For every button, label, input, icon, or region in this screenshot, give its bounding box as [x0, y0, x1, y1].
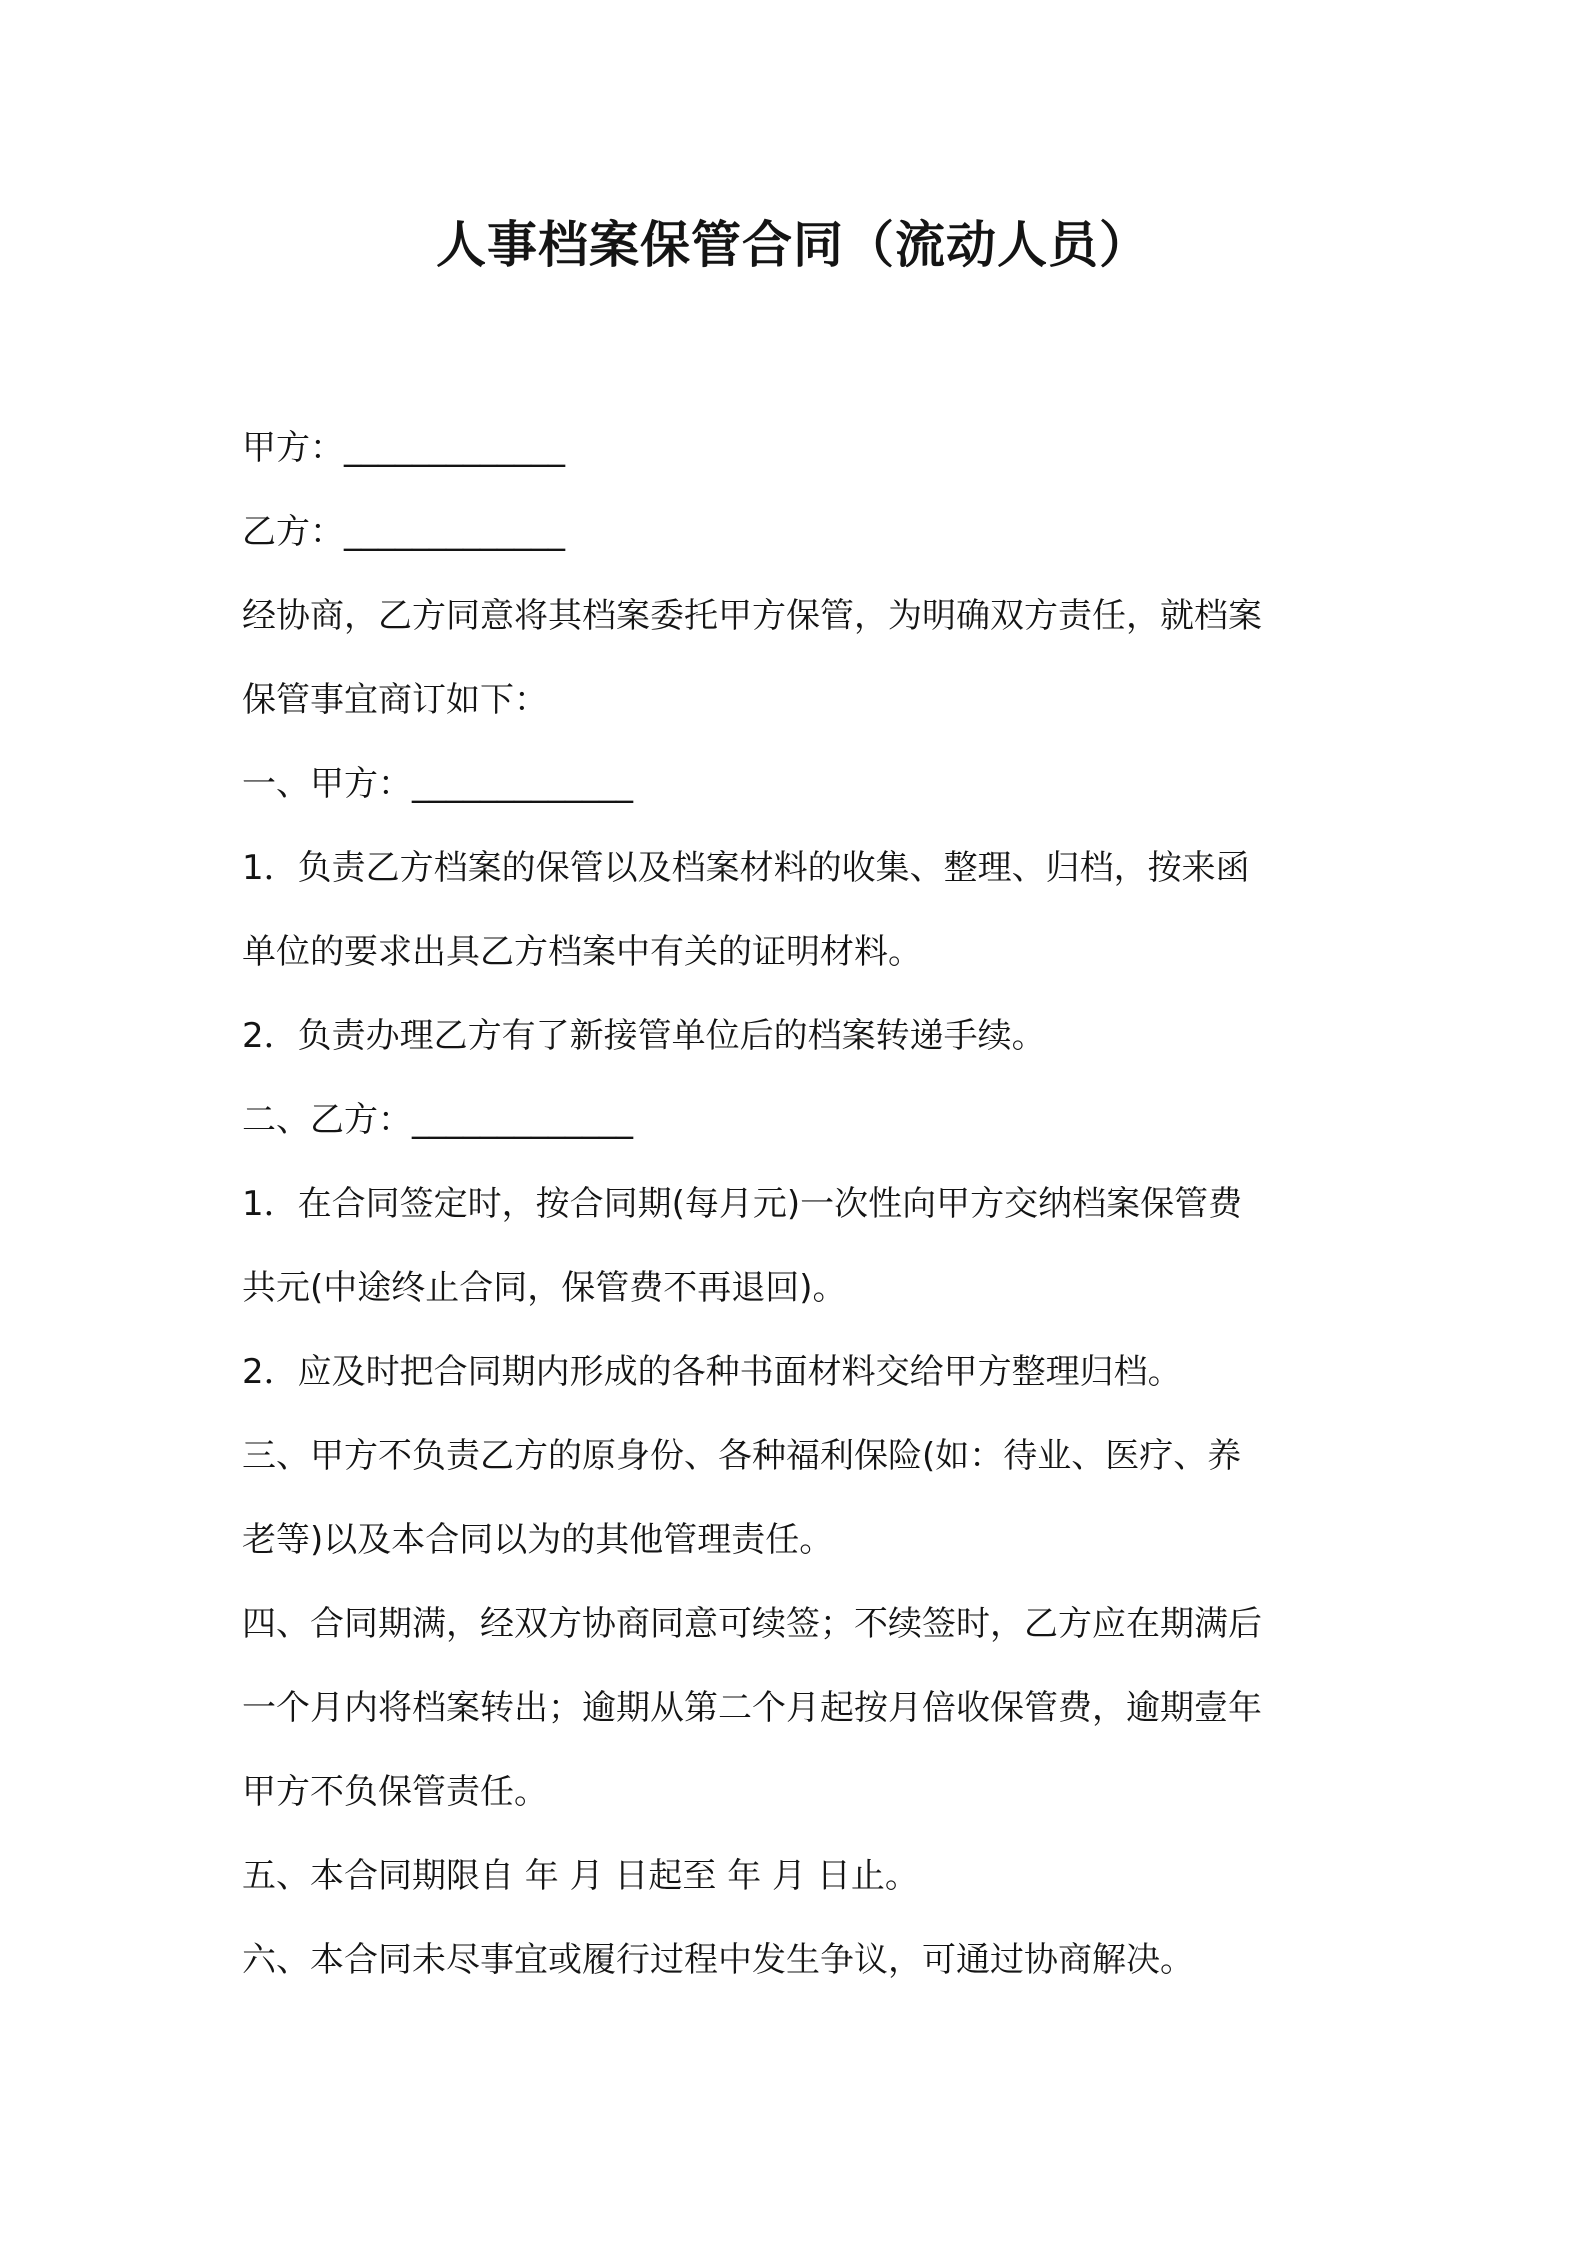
- document-title: 人事档案保管合同（流动人员）: [436, 216, 1150, 274]
- section-1-heading: 一、甲方：_____________: [242, 764, 633, 804]
- section-5: 五、本合同期限自 年 月 日起至 年 月 日止。: [242, 1856, 919, 1896]
- section-4-line-3: 甲方不负保管责任。: [242, 1772, 548, 1812]
- section-2-item-1-line-1: 1．在合同签定时，按合同期(每月元)一次性向甲方交纳档案保管费: [242, 1184, 1243, 1224]
- section-1-item-1-line-2: 单位的要求出具乙方档案中有关的证明材料。: [242, 932, 922, 972]
- section-3-line-2: 老等)以及本合同以为的其他管理责任。: [242, 1520, 834, 1560]
- party-a-line: 甲方：_____________: [242, 428, 565, 468]
- preamble-line-2: 保管事宜商订如下：: [242, 680, 548, 720]
- section-4-line-2: 一个月内将档案转出；逾期从第二个月起按月倍收保管费，逾期壹年: [242, 1688, 1262, 1728]
- party-b-line: 乙方：_____________: [242, 512, 565, 552]
- section-3-line-1: 三、甲方不负责乙方的原身份、各种福利保险(如：待业、医疗、养: [242, 1436, 1242, 1476]
- section-2-item-1-line-2: 共元(中途终止合同，保管费不再退回)。: [242, 1268, 847, 1308]
- section-2-item-2: 2．应及时把合同期内形成的各种书面材料交给甲方整理归档。: [242, 1352, 1182, 1392]
- section-2-heading: 二、乙方：_____________: [242, 1100, 633, 1140]
- section-1-item-2: 2．负责办理乙方有了新接管单位后的档案转递手续。: [242, 1016, 1046, 1056]
- section-4-line-1: 四、合同期满，经双方协商同意可续签；不续签时，乙方应在期满后: [242, 1604, 1262, 1644]
- section-1-item-1-line-1: 1．负责乙方档案的保管以及档案材料的收集、整理、归档，按来函: [242, 848, 1250, 888]
- preamble-line-1: 经协商，乙方同意将其档案委托甲方保管，为明确双方责任，就档案: [242, 596, 1262, 636]
- section-6: 六、本合同未尽事宜或履行过程中发生争议，可通过协商解决。: [242, 1940, 1194, 1980]
- document-body: [242, 406, 1362, 2002]
